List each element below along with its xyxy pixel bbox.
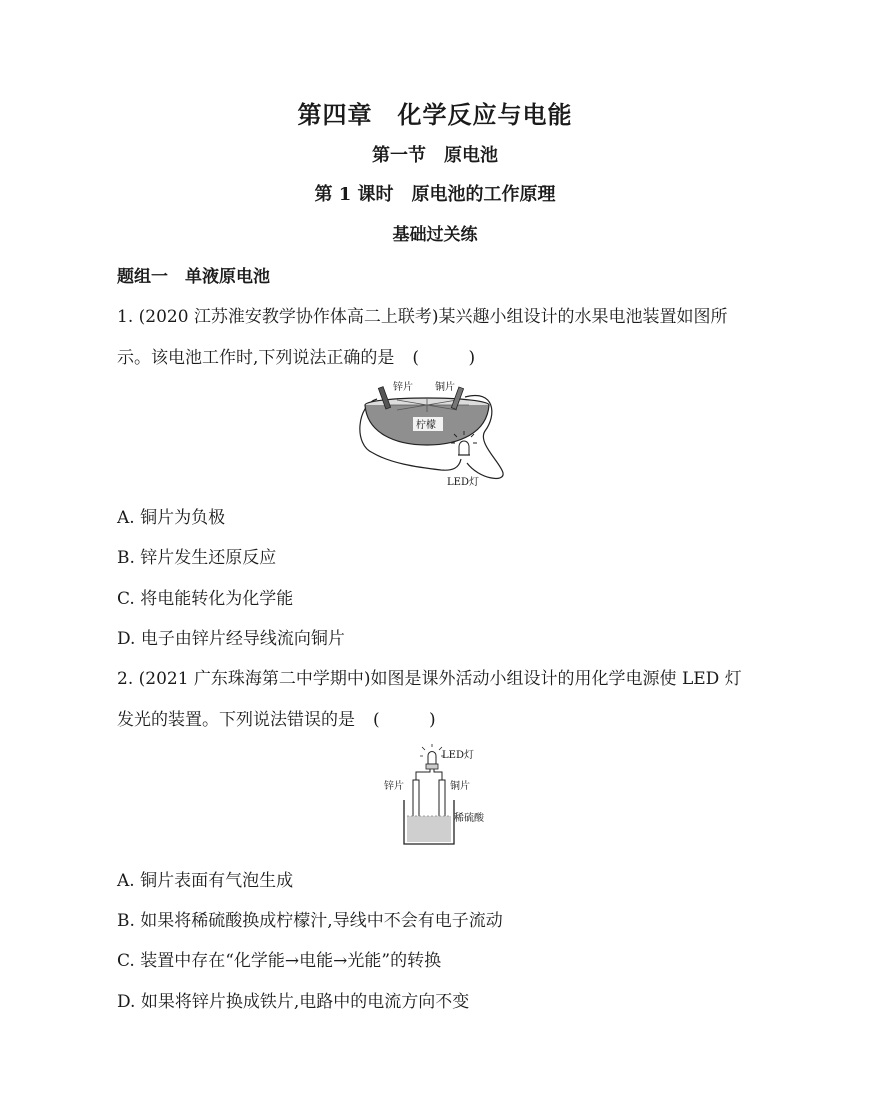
zinc-label: 锌片: [384, 781, 404, 792]
question-2-option-d: D. 如果将锌片换成铁片,电路中的电流方向不变: [117, 992, 470, 1012]
led-label: LED灯: [442, 750, 474, 761]
question-1-stem-text: 示。该电池工作时,下列说法正确的是: [117, 348, 395, 368]
question-1-option-d: D. 电子由锌片经导线流向铜片: [117, 629, 345, 649]
question-2-answer-blank: ( ): [373, 710, 458, 730]
section-title: 第一节 原电池: [372, 145, 498, 166]
acid-battery-diagram: [380, 742, 495, 850]
fruit-battery-figure: [355, 375, 515, 490]
fruit-battery-diagram: [355, 375, 515, 490]
acid-label: 稀硫酸: [454, 813, 484, 824]
acid-battery-figure: [380, 742, 495, 850]
question-1-option-c: C. 将电能转化为化学能: [117, 589, 294, 609]
question-2-stem-line-2: [117, 705, 767, 730]
question-2-stem-line-1: 2. (2021 广东珠海第二中学期中)如图是课外活动小组设计的用化学电源使 LED 灯: [117, 669, 742, 689]
question-1-answer-blank: ( ): [412, 348, 498, 368]
question-2-stem-text: 发光的装置。下列说法错误的是: [117, 710, 355, 730]
led-bulb-icon: [428, 752, 436, 765]
zinc-label: 锌片: [393, 382, 413, 393]
copper-label: 铜片: [450, 781, 470, 792]
question-1-stem-line-2: [117, 343, 767, 368]
lemon-label: 柠檬: [416, 420, 436, 431]
wire-right: [434, 769, 442, 780]
question-2-option-c: C. 装置中存在“化学能→电能→光能”的转换: [117, 951, 442, 971]
lesson-title: 第 1 课时 原电池的工作原理: [314, 184, 556, 205]
acid-solution: [407, 816, 451, 842]
led-bulb-icon: [459, 441, 469, 455]
copper-label: 铜片: [435, 382, 455, 393]
practice-title: 基础过关练: [392, 225, 478, 245]
question-1-option-a: A. 铜片为负极: [117, 508, 226, 528]
question-1-stem-line-1: 1. (2020 江苏淮安教学协作体高二上联考)某兴趣小组设计的水果电池装置如图所: [117, 307, 728, 327]
led-label: LED灯: [447, 477, 479, 488]
question-2-option-a: A. 铜片表面有气泡生成: [117, 871, 294, 891]
chapter-title: 第四章 化学反应与电能: [297, 100, 573, 129]
question-2-option-b: B. 如果将稀硫酸换成柠檬汁,导线中不会有电子流动: [117, 911, 503, 931]
led-base: [426, 764, 438, 769]
question-1-option-b: B. 锌片发生还原反应: [117, 548, 277, 568]
group-title: 题组一 单液原电池: [117, 267, 270, 287]
wire-left: [416, 769, 430, 780]
